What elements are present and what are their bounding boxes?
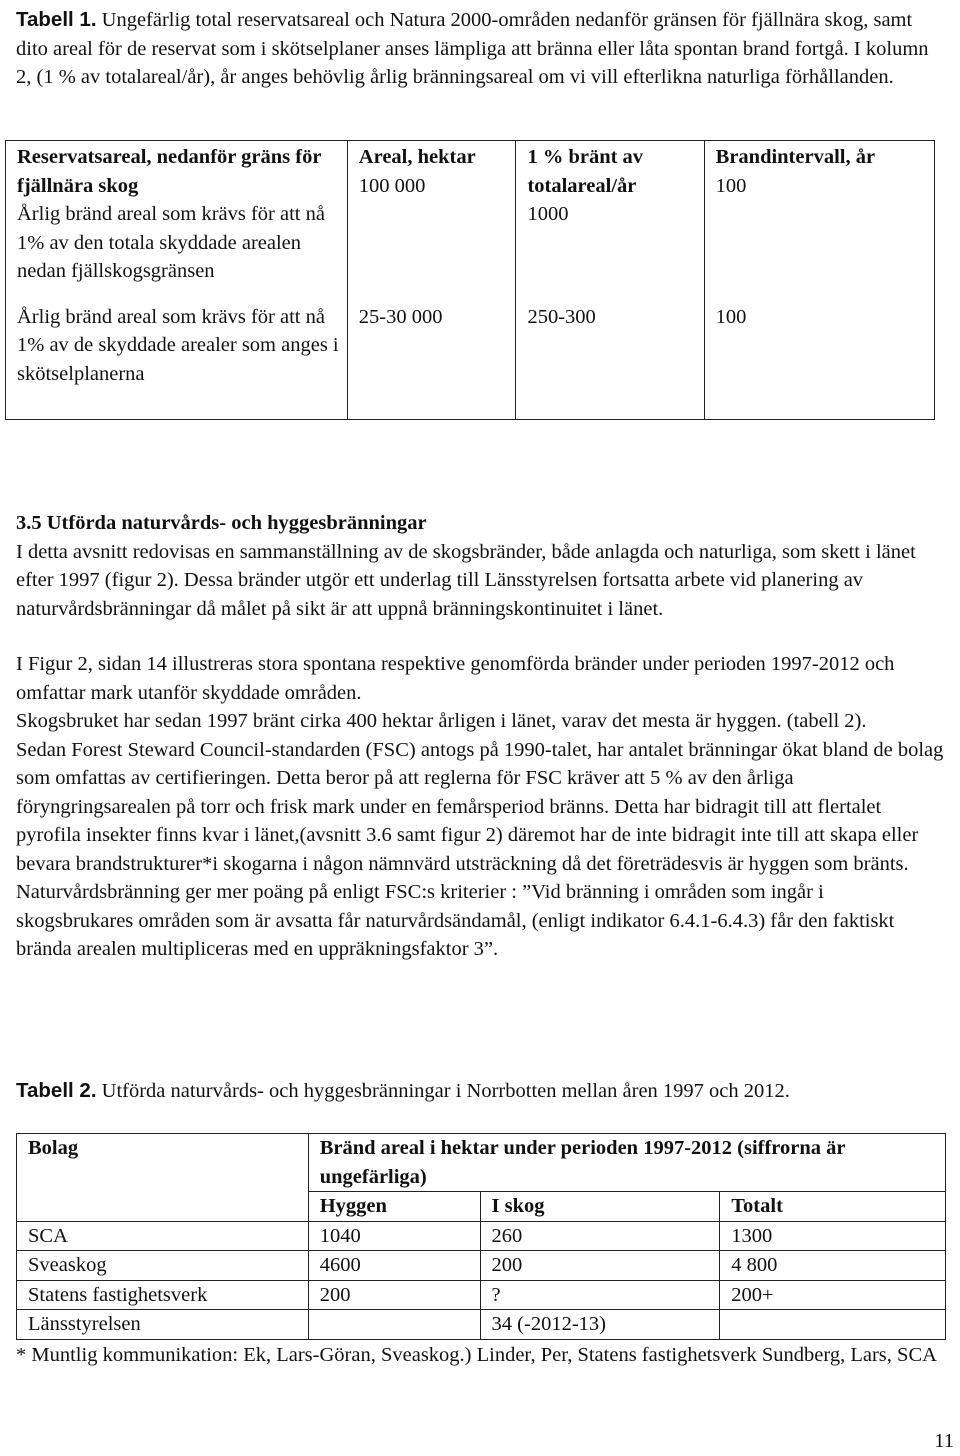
table2-caption-label: Tabell 2. xyxy=(16,1079,97,1102)
table2-cell-totalt xyxy=(720,1310,946,1340)
table-row xyxy=(17,1280,946,1310)
table2-caption-text: Utförda naturvårds- och hyggesbränningar i Norrbotten mellan åren 1997 och 2012. xyxy=(96,1080,790,1102)
table1-header-text: Reservatsareal, nedanför gräns för fjällnära skog xyxy=(17,146,322,197)
table1-row2-value: 25-30 000 xyxy=(347,286,516,420)
table2-cell-iskog: ? xyxy=(480,1280,720,1310)
table2-caption xyxy=(16,1077,946,1106)
table1-row2-label: Årlig bränd areal som krävs för att nå 1% av de skyddade arealer som anges i skötselplanerna xyxy=(6,286,348,420)
table1-row2-value: 250-300 xyxy=(516,286,704,420)
section-paragraph: I Figur 2, sidan 14 illustreras stora spontana respektive genomförda bränder under perioden 1997-2012 och omfattar mark utanför skyddade områden. xyxy=(16,653,895,704)
table1-header-cell xyxy=(347,141,516,286)
table1-row1-label: Årlig bränd areal som krävs för att nå 1% av den totala skyddade arealen nedan fjällskogsgränsen xyxy=(17,203,325,282)
section-paragraph: Sedan Forest Steward Council-standarden (FSC) antogs på 1990-talet, har antalet bränningar ökat bland de bolag som omfattas av certifieringen. Detta beror på att reglerna för FSC kräver att 5 % av den årliga föryngringsarealen på torr och frisk mark under en femårsperiod bränns. Detta har bidragit till att flertalet pyrofila insekter finns kvar i länet,(avsnitt 3.6 samt figur 2) däremot har de inte bidragit inte till att skapa eller bevara brandstrukturer*i skogarna i någon nämnvärd utsträckning då det företrädesvis är hyggen som bränts. Naturvårdsbränning ger mer poäng på enligt FSC:s kriterier : ”Vid bränning i områden som ingår i skogsbrukares områden som är avsatta får naturvårdsändamål, (enligt indikator 6.4.1-6.4.3) får den faktiskt brända arealen multipliceras med en uppräkningsfaktor 3”. xyxy=(16,738,944,960)
table-row xyxy=(17,1221,946,1251)
table2-header-span: Bränd areal i hektar under perioden 1997-2012 (siffrorna är ungefärliga) xyxy=(308,1134,945,1192)
table1-caption-label: Tabell 1. xyxy=(16,8,97,31)
table1-header-cell xyxy=(704,141,934,286)
table1 xyxy=(5,140,935,420)
page-number: 11 xyxy=(934,1430,954,1452)
table2-header-bolag: Bolag xyxy=(17,1134,309,1222)
table2-subheader: I skog xyxy=(480,1192,720,1222)
table2-subheader: Totalt xyxy=(720,1192,946,1222)
table2-cell-hyggen: 4600 xyxy=(308,1251,480,1281)
table1-header-cell xyxy=(6,141,348,286)
section-paragraph: I detta avsnitt redovisas en sammanställning av de skogsbränder, både anlagda och naturliga, som skett i länet efter 1997 (figur 2). Dessa bränder utgör ett underlag till Länsstyrelsen fortsatta arbete vid planering av naturvårdsbränningar då målet på sikt är att uppnå bränningskontinuitet i länet. xyxy=(16,540,916,620)
table1-header-row xyxy=(6,141,935,286)
table2-cell-iskog: 34 (-2012-13) xyxy=(480,1310,720,1340)
table1-header-text: Brandintervall, år xyxy=(715,146,876,168)
table1-row1-value: 100 000 xyxy=(358,174,426,197)
table1-row2-value: 100 xyxy=(715,305,747,328)
table1-row1-value: 100 xyxy=(715,174,747,197)
section-paragraph: Skogsbruket har sedan 1997 bränt cirka 400 hektar årligen i länet, varav det mesta är hyggen. (tabell 2). xyxy=(16,710,867,732)
table1-row xyxy=(6,286,935,420)
table2-cell-iskog: 200 xyxy=(480,1251,720,1281)
table2-cell-totalt: 1300 xyxy=(720,1221,946,1251)
table2-cell-hyggen: 1040 xyxy=(308,1221,480,1251)
table1-caption xyxy=(16,6,941,92)
table1-header-text: 1 % bränt av totalareal/år xyxy=(527,146,644,197)
table2-cell-bolag: Sveaskog xyxy=(17,1251,309,1281)
table2-cell-totalt: 200+ xyxy=(720,1280,946,1310)
table1-caption-text: Ungefärlig total reservatsareal och Natura 2000-områden nedanför gränsen för fjällnära skog, samt dito areal för de reservat som i skötselplaner anses lämpliga att bränna eller låta spontan brand fortgå. I kolumn 2, (1 % av totalareal/år), år anges behövlig årlig bränningsareal om vi vill efterlikna naturliga förhållanden. xyxy=(16,9,929,88)
table1-row1-value: 1000 xyxy=(527,203,569,225)
footnote: * Muntlig kommunikation: Ek, Lars-Göran, Sveaskog.) Linder, Per, Statens fastighetsverk Sundberg, Lars, SCA xyxy=(16,1344,937,1366)
table2-cell-hyggen xyxy=(308,1310,480,1340)
table2-cell-iskog: 260 xyxy=(480,1221,720,1251)
table1-header-cell xyxy=(516,141,704,286)
section-3-5 xyxy=(16,509,946,964)
section-heading: 3.5 Utförda naturvårds- och hyggesbränningar xyxy=(16,512,427,534)
table-row xyxy=(17,1310,946,1340)
table2-header-row xyxy=(17,1134,946,1192)
table2-cell-totalt: 4 800 xyxy=(720,1251,946,1281)
table-row xyxy=(17,1251,946,1281)
table2-subheader: Hyggen xyxy=(308,1192,480,1222)
table2-cell-bolag: Länsstyrelsen xyxy=(17,1310,309,1340)
table2 xyxy=(16,1133,946,1340)
table2-cell-hyggen: 200 xyxy=(308,1280,480,1310)
table2-cell-bolag: SCA xyxy=(17,1221,309,1251)
table1-header-text: Areal, hektar xyxy=(358,146,476,168)
table2-cell-bolag: Statens fastighetsverk xyxy=(17,1280,309,1310)
